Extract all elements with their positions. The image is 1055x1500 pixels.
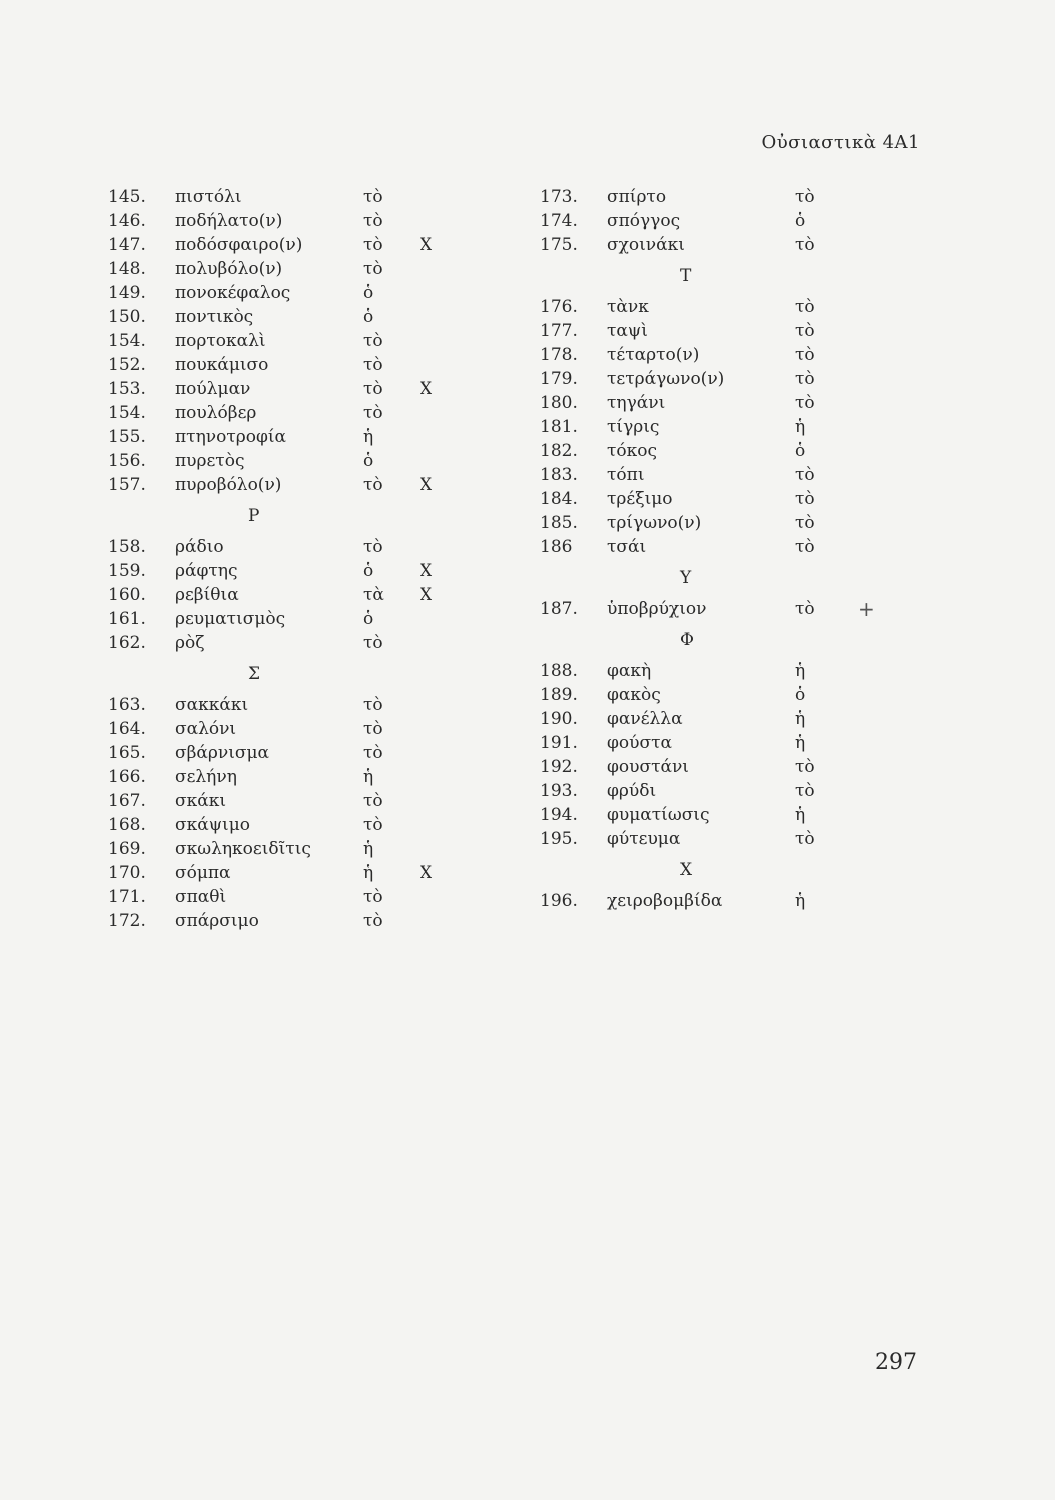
- entry-num: 180.: [540, 393, 578, 413]
- entry-word: ρὸζ: [175, 633, 205, 653]
- entry-num: 152.: [108, 355, 146, 375]
- entry-word: πολυβόλο(ν): [175, 259, 283, 279]
- entry-word: σκωληκοειδῖτις: [175, 839, 311, 859]
- entry-word: πυρετὸς: [175, 451, 245, 471]
- entry-word: σβάρνισμα: [175, 743, 270, 763]
- entry-num: 153.: [108, 379, 146, 399]
- entry-num: 149.: [108, 283, 146, 303]
- entry-art: ὁ: [363, 451, 374, 471]
- entry-num: 171.: [108, 887, 146, 907]
- x-mark: Χ: [420, 585, 433, 605]
- entry-art: τὸ: [363, 537, 383, 557]
- entry-art: ἡ: [795, 417, 806, 437]
- entry-word: φυματίωσις: [607, 805, 710, 825]
- entry-word: ποδήλατο(ν): [175, 211, 283, 231]
- entry-num: 181.: [540, 417, 578, 437]
- entry-num: 193.: [540, 781, 578, 801]
- entry-word: τετράγωνο(ν): [607, 369, 725, 389]
- entry-art: ὁ: [363, 561, 374, 581]
- entry-art: ὁ: [363, 283, 374, 303]
- entry-num: 166.: [108, 767, 146, 787]
- entry-num: 185.: [540, 513, 578, 533]
- entry-num: 190.: [540, 709, 578, 729]
- letter-heading-text: Χ: [680, 860, 693, 880]
- entry-art: τὸ: [363, 791, 383, 811]
- entry-word: σκάκι: [175, 791, 226, 811]
- entry-word: σελήνη: [175, 767, 237, 787]
- letter-heading-text: Ρ: [248, 506, 260, 526]
- entry-num: 182.: [540, 441, 578, 461]
- entry-art: τὰ: [363, 585, 384, 605]
- entry-num: 179.: [540, 369, 578, 389]
- entry-num: 176.: [540, 297, 578, 317]
- entry-num: 155.: [108, 427, 146, 447]
- entry-word: ποδόσφαιρο(ν): [175, 235, 303, 255]
- entry-word: πονοκέφαλος: [175, 283, 291, 303]
- entry-art: τὸ: [363, 633, 383, 653]
- entry-word: ράφτης: [175, 561, 238, 581]
- entry-num: 160.: [108, 585, 146, 605]
- entry-word: πυροβόλο(ν): [175, 475, 282, 495]
- entry-art: τὸ: [363, 743, 383, 763]
- entry-word: φακὸς: [607, 685, 661, 705]
- entry-word: χειροβομβίδα: [607, 891, 723, 911]
- entry-art: τὸ: [363, 211, 383, 231]
- entry-art: τὸ: [363, 911, 383, 931]
- plus-mark: +: [858, 597, 875, 621]
- letter-heading-text: Υ: [680, 568, 692, 588]
- entry-num: 192.: [540, 757, 578, 777]
- entry-num: 156.: [108, 451, 146, 471]
- entry-art: ἡ: [363, 427, 374, 447]
- entry-art: τὸ: [795, 465, 815, 485]
- entry-art: τὸ: [795, 537, 815, 557]
- entry-art: τὸ: [363, 475, 383, 495]
- letter-heading-text: Σ: [248, 664, 261, 684]
- entry-art: τὸ: [363, 235, 383, 255]
- entry-word: φουστάνι: [607, 757, 689, 777]
- entry-num: 162.: [108, 633, 146, 653]
- entry-art: ἡ: [795, 661, 806, 681]
- entry-word: σπίρτο: [607, 187, 667, 207]
- entry-word: πουκάμισο: [175, 355, 269, 375]
- entry-art: τὸ: [795, 489, 815, 509]
- entry-word: τηγάνι: [607, 393, 666, 413]
- entry-word: ράδιο: [175, 537, 224, 557]
- entry-art: τὸ: [795, 187, 815, 207]
- entry-num: 191.: [540, 733, 578, 753]
- entry-art: ὁ: [795, 441, 806, 461]
- entry-num: 161.: [108, 609, 146, 629]
- entry-num: 195.: [540, 829, 578, 849]
- entry-word: πούλμαν: [175, 379, 251, 399]
- entry-num: 173.: [540, 187, 578, 207]
- entry-art: ἡ: [795, 709, 806, 729]
- entry-art: τὸ: [363, 355, 383, 375]
- entry-art: τὸ: [795, 235, 815, 255]
- entry-num: 159.: [108, 561, 146, 581]
- entry-num: 148.: [108, 259, 146, 279]
- entry-num: 184.: [540, 489, 578, 509]
- entry-num: 183.: [540, 465, 578, 485]
- entry-art: τὸ: [795, 393, 815, 413]
- entry-art: τὸ: [795, 297, 815, 317]
- entry-num: 196.: [540, 891, 578, 911]
- entry-word: ρεβίθια: [175, 585, 239, 605]
- entry-art: τὸ: [795, 599, 815, 619]
- entry-word: τέταρτο(ν): [607, 345, 700, 365]
- entry-num: 178.: [540, 345, 578, 365]
- entry-art: τὸ: [363, 379, 383, 399]
- entry-word: τίγρις: [607, 417, 660, 437]
- x-mark: Χ: [420, 561, 433, 581]
- entry-word: σπόγγος: [607, 211, 681, 231]
- entry-art: τὸ: [363, 887, 383, 907]
- x-mark: Χ: [420, 379, 433, 399]
- entry-art: τὸ: [795, 781, 815, 801]
- entry-word: τὰνκ: [607, 297, 649, 317]
- entry-art: τὸ: [795, 513, 815, 533]
- entry-art: τὸ: [795, 369, 815, 389]
- entry-num: 157.: [108, 475, 146, 495]
- x-mark: Χ: [420, 235, 433, 255]
- entry-art: ὁ: [363, 307, 374, 327]
- entry-word: τόπι: [607, 465, 645, 485]
- entry-num: 174.: [540, 211, 578, 231]
- entry-num: 167.: [108, 791, 146, 811]
- entry-num: 186: [540, 537, 573, 557]
- page-number: 297: [875, 1350, 917, 1375]
- entry-num: 188.: [540, 661, 578, 681]
- entry-num: 154.: [108, 403, 146, 423]
- entry-num: 154.: [108, 331, 146, 351]
- entry-word: τσάι: [607, 537, 647, 557]
- entry-word: φούστα: [607, 733, 672, 753]
- entry-num: 165.: [108, 743, 146, 763]
- x-mark: Χ: [420, 475, 433, 495]
- entry-word: φακὴ: [607, 661, 652, 681]
- entry-art: τὸ: [795, 829, 815, 849]
- x-mark: Χ: [420, 863, 433, 883]
- entry-num: 146.: [108, 211, 146, 231]
- entry-art: ἡ: [363, 839, 374, 859]
- entry-art: ἡ: [795, 805, 806, 825]
- entry-art: ἡ: [363, 863, 374, 883]
- entry-art: τὸ: [363, 719, 383, 739]
- entry-word: σπαθὶ: [175, 887, 227, 907]
- entry-word: ποντικὸς: [175, 307, 254, 327]
- entry-word: πιστόλι: [175, 187, 242, 207]
- entry-word: τρέξιμο: [607, 489, 673, 509]
- entry-art: ἡ: [795, 733, 806, 753]
- entry-word: τρίγωνο(ν): [607, 513, 702, 533]
- entry-word: πουλόβερ: [175, 403, 257, 423]
- entry-word: σπάρσιμο: [175, 911, 259, 931]
- entry-word: ὑποβρύχιον: [607, 599, 707, 619]
- entry-word: σακκάκι: [175, 695, 249, 715]
- letter-heading-text: Τ: [680, 266, 692, 286]
- entry-num: 177.: [540, 321, 578, 341]
- entry-num: 163.: [108, 695, 146, 715]
- entry-art: ἡ: [795, 891, 806, 911]
- entry-word: φανέλλα: [607, 709, 683, 729]
- entry-num: 194.: [540, 805, 578, 825]
- entry-word: σαλόνι: [175, 719, 237, 739]
- entry-word: σόμπα: [175, 863, 231, 883]
- entry-art: τὸ: [363, 815, 383, 835]
- entry-word: πτηνοτροφία: [175, 427, 287, 447]
- letter-heading-text: Φ: [680, 630, 694, 650]
- entry-num: 172.: [108, 911, 146, 931]
- entry-art: τὸ: [363, 403, 383, 423]
- entry-art: ὁ: [363, 609, 374, 629]
- entry-art: ἡ: [363, 767, 374, 787]
- running-head: Οὐσιαστικὰ 4Α1: [761, 132, 920, 153]
- entry-word: πορτοκαλὶ: [175, 331, 266, 351]
- entry-word: τόκος: [607, 441, 658, 461]
- entry-art: τὸ: [795, 345, 815, 365]
- entry-num: 189.: [540, 685, 578, 705]
- entry-word: σκάψιμο: [175, 815, 250, 835]
- entry-art: τὸ: [795, 321, 815, 341]
- entry-num: 170.: [108, 863, 146, 883]
- entry-art: ὁ: [795, 211, 806, 231]
- entry-art: ὁ: [795, 685, 806, 705]
- entry-art: τὸ: [795, 757, 815, 777]
- entry-num: 187.: [540, 599, 578, 619]
- entry-art: τὸ: [363, 695, 383, 715]
- entry-num: 175.: [540, 235, 578, 255]
- entry-word: σχοινάκι: [607, 235, 685, 255]
- entry-art: τὸ: [363, 187, 383, 207]
- entry-word: ταψὶ: [607, 321, 648, 341]
- entry-num: 164.: [108, 719, 146, 739]
- entry-num: 168.: [108, 815, 146, 835]
- entry-word: ρευματισμὸς: [175, 609, 286, 629]
- entry-art: τὸ: [363, 259, 383, 279]
- entry-num: 145.: [108, 187, 146, 207]
- entry-num: 147.: [108, 235, 146, 255]
- entry-word: φύτευμα: [607, 829, 681, 849]
- entry-num: 150.: [108, 307, 146, 327]
- entry-art: τὸ: [363, 331, 383, 351]
- entry-num: 169.: [108, 839, 146, 859]
- entry-num: 158.: [108, 537, 146, 557]
- entry-word: φρύδι: [607, 781, 657, 801]
